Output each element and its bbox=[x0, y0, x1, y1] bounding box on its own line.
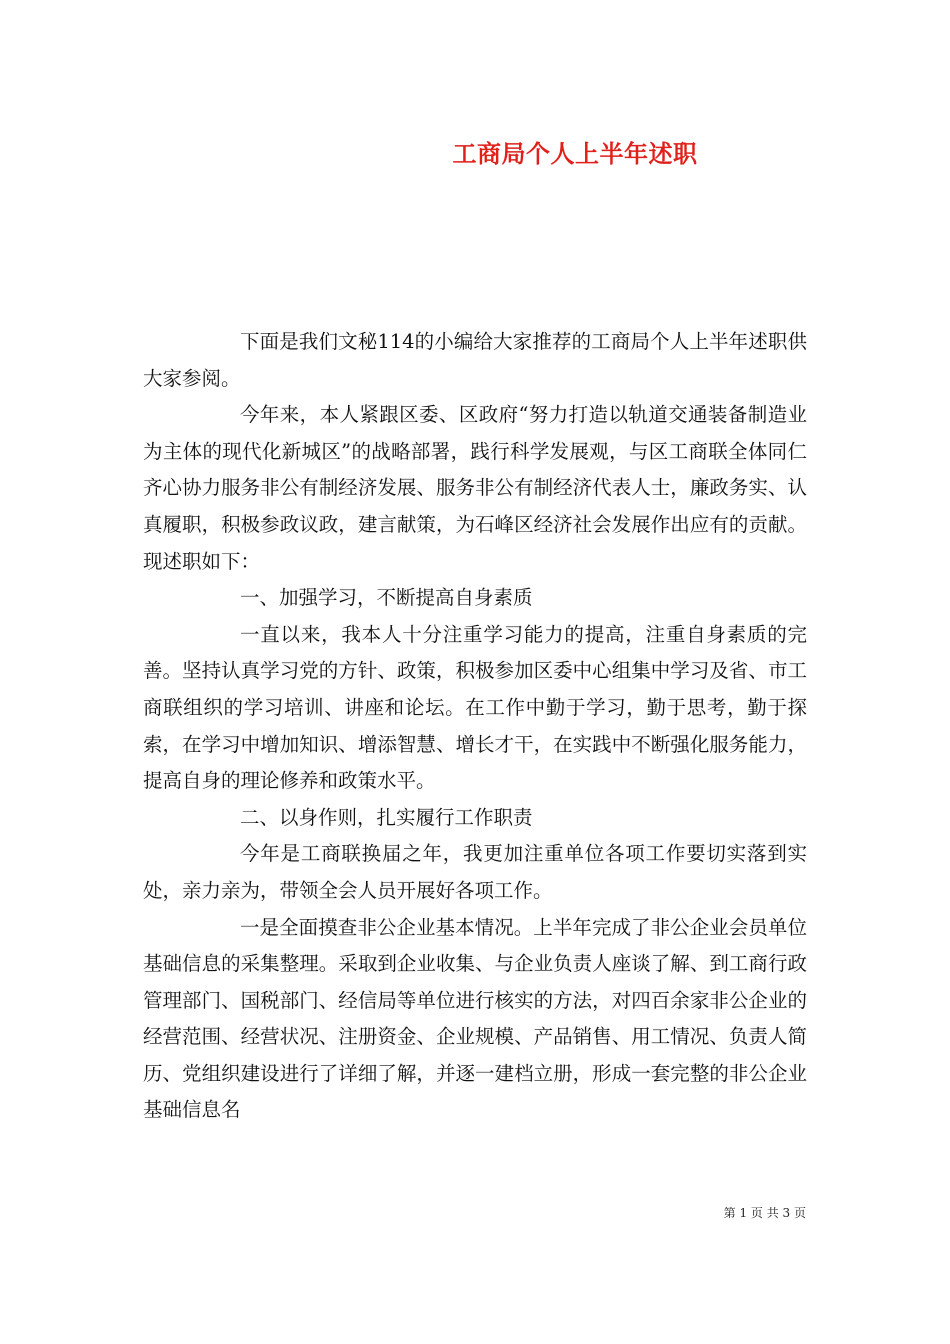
paragraph-survey: 一是全面摸查非公企业基本情况。上半年完成了非公企业会员单位基础信息的采集整理。采取到企业收集、与企业负责人座谈了解、到工商行政管理部门、国税部门、经信局等单位进行核实的方法，对四百余家非公企业的经营范围、经营状况、注册资金、企业规模、产品销售、用工情况、负责人简历、党组织建设进行了详细了解，并逐一建档立册，形成一套完整的非公企业基础信息名 bbox=[143, 915, 807, 1122]
section-heading-1: 一、加强学习，不断提高自身素质 bbox=[240, 586, 533, 610]
paragraph-intro: 下面是我们文秘114的小编给大家推荐的工商局个人上半年述职供大家参阅。 bbox=[143, 330, 807, 390]
paragraph-duties: 今年是工商联换届之年，我更加注重单位各项工作要切实落到实处，亲力亲为，带领全会人员开展好各项工作。 bbox=[143, 842, 807, 902]
page-footer: 第 1 页 共 3 页 bbox=[723, 1206, 806, 1220]
document-title bbox=[0, 134, 950, 169]
paragraph-study: 一直以来，我本人十分注重学习能力的提高，注重自身素质的完善。坚持认真学习党的方针、政策，积极参加区委中心组集中学习及省、市工商联组织的学习培训、讲座和论坛。在工作中勤于学习，勤于思考，勤于探索，在学习中增加知识、增添智慧、增长才干，在实践中不断强化服务能力，提高自身的理论修养和政策水平。 bbox=[143, 622, 807, 793]
document-body bbox=[143, 324, 807, 1129]
paragraph-overview: 今年来，本人紧跟区委、区政府“努力打造以轨道交通装备制造业为主体的现代化新城区”的战略部署，践行科学发展观，与区工商联全体同仁齐心协力服务非公有制经济发展、服务非公有制经济代表人士，廉政务实、认真履职，积极参政议政，建言献策，为石峰区经济社会发展作出应有的贡献。现述职如下： bbox=[143, 403, 807, 573]
document-title-text: 工商局个人上半年述职 bbox=[452, 139, 698, 168]
section-heading-2: 二、以身作则，扎实履行工作职责 bbox=[240, 805, 533, 829]
